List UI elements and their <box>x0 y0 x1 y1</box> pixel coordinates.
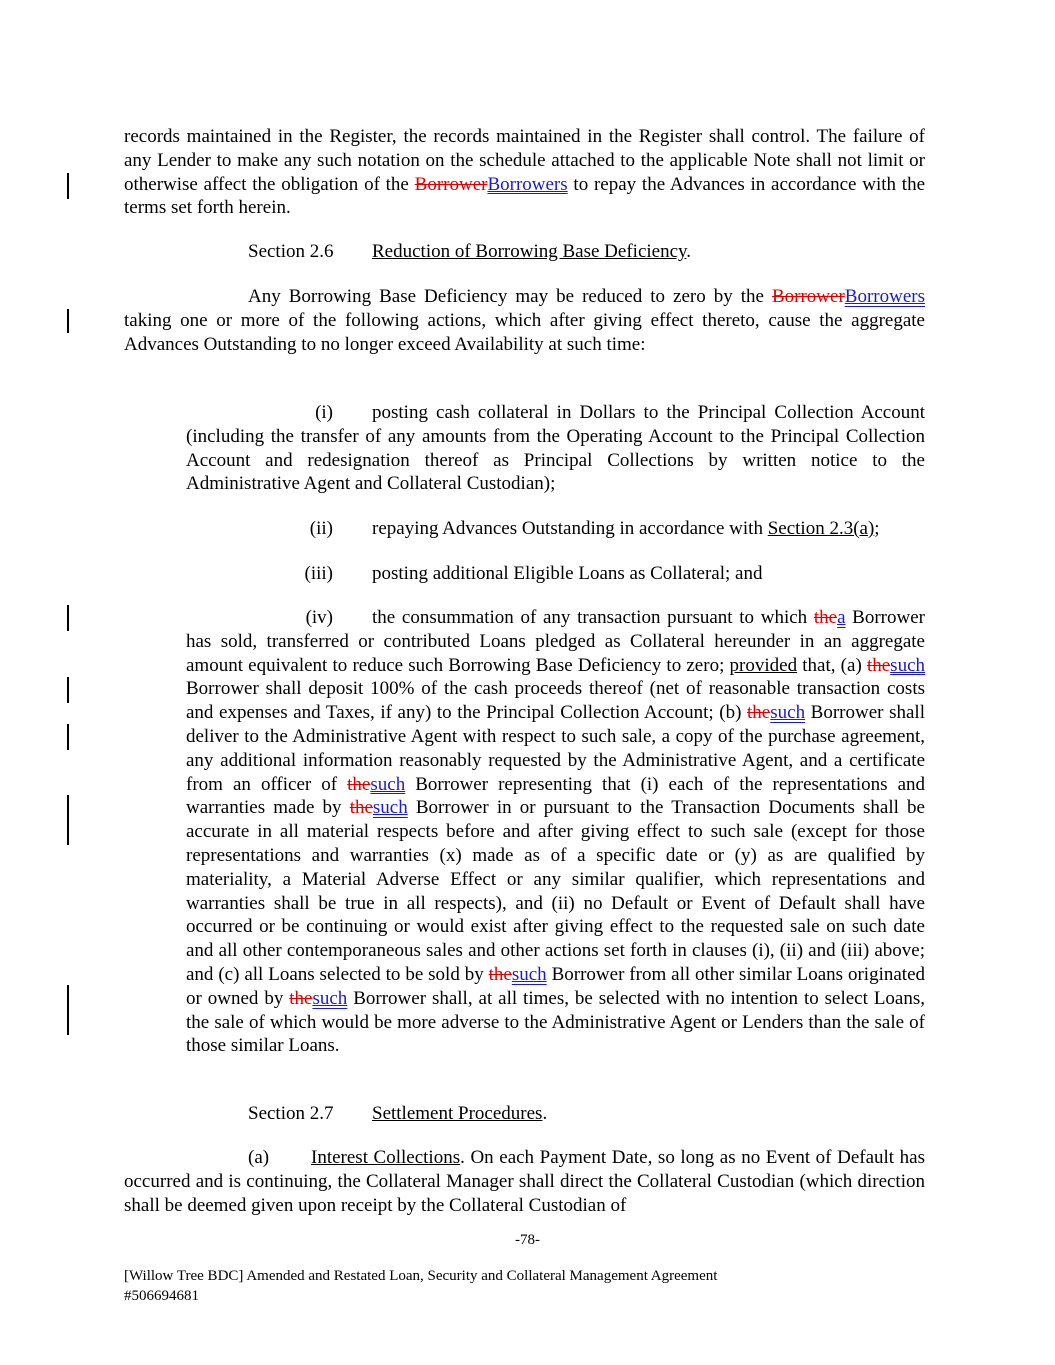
deleted-text: the <box>349 797 373 819</box>
inserted-text: such <box>770 702 806 724</box>
change-bar <box>67 724 69 750</box>
text-run: that, (a) <box>797 654 867 676</box>
underlined-term: Section 2.3(a) <box>767 518 875 539</box>
deleted-text: the <box>347 773 371 795</box>
heading-period: . <box>686 241 692 262</box>
section-title: Reduction of Borrowing Base Deficiency <box>372 241 687 262</box>
page-number: -78- <box>515 1232 540 1248</box>
item-number: (ii) <box>309 518 333 539</box>
text-run: ; <box>874 518 880 539</box>
item-number: (iv) <box>305 607 333 628</box>
text-run: Borrower shall, at all times, be selected with no intention to select Loans, the sale of which would be more adverse to the Administrative Agent or Lenders than the sale of those similar Loans. <box>186 987 925 1057</box>
text-run: posting additional Eligible Loans as Collateral; and <box>372 563 763 584</box>
change-bar <box>67 795 69 845</box>
text-run: Borrower in or pursuant to the Transaction Documents shall be accurate in all material respects before and after giving effect to such sale (except for those representations and warranties (x) made as of a specific date or (y) as are qualified by materiality, a Material Adverse Effect or any similar qualifier, which representations and warranties shall be true in all respects), and (ii) no Default or Event of Default shall have occurred or be continuing or would exist after giving effect to the requested sale on such date and all other contemporaneous sales and other actions set forth in clauses (i), (ii) and (iii) above; and (c) all Loans selected to be sold by <box>186 797 925 985</box>
deleted-text: the <box>866 654 891 676</box>
text-run: . On each Payment Date, so long as no Event of Default has occurred and is continuing, the Collateral Manager shall direct the Collateral Custodian (which direction shall be deemed given upon receipt by the Collateral Custodian of <box>124 1147 925 1216</box>
inserted-text: such <box>511 963 547 985</box>
text-run: Any Borrowing Base Deficiency may be reduced to zero by the <box>248 286 772 307</box>
document-footer <box>124 1266 717 1306</box>
change-bar <box>67 605 69 631</box>
text-run: Borrower has sold, transferred or contributed Loans pledged as Collateral hereunder in an aggregate amount equivalent to reduce such Borrowing Base Deficiency to zero; <box>186 607 925 676</box>
footer-document-id: #506694681 <box>124 1288 199 1304</box>
text-run: to repay the Advances in accordance with the terms set forth herein. <box>124 173 926 219</box>
text-run: the consummation of any transaction pursuant to which <box>372 607 814 628</box>
list-item-iv <box>186 606 925 1058</box>
underlined-term: Interest Collections <box>311 1147 461 1168</box>
deleted-text: Borrower <box>771 286 845 307</box>
deleted-text: the <box>747 702 771 724</box>
text-run: Borrower shall deliver to the Administrative Agent with respect to such sale, a copy of the purchase agreement, any additional information reasonably requested by the Administrative Agent, and a certificate from an officer of <box>186 702 925 795</box>
paragraph-interest-collections <box>124 1146 925 1217</box>
inserted-text: such <box>370 773 406 795</box>
list-item-ii <box>186 517 925 541</box>
footer-document-title: [Willow Tree BDC] Amended and Restated Loan, Security and Collateral Management Agreement <box>124 1268 718 1284</box>
section-heading-2-6 <box>124 240 925 264</box>
item-number: (i) <box>315 402 333 423</box>
change-bar <box>67 985 69 1035</box>
inserted-text: such <box>372 797 408 819</box>
inserted-text: Borrowers <box>844 286 925 307</box>
deleted-text: the <box>289 987 313 1009</box>
text-run: Borrower from all other similar Loans originated or owned by <box>186 963 926 1009</box>
inserted-text: a <box>837 607 846 628</box>
change-bar <box>67 173 69 199</box>
change-bar <box>67 309 69 333</box>
paragraph-register <box>124 125 925 220</box>
section-title: Settlement Procedures <box>372 1103 543 1124</box>
deleted-text: Borrower <box>414 173 488 195</box>
inserted-text: such <box>890 654 925 676</box>
inserted-text: Borrowers <box>487 173 568 195</box>
text-run: Borrower representing that (i) each of the representations and warranties made by <box>186 773 926 819</box>
change-bar <box>67 677 69 703</box>
item-number: (a) <box>248 1147 270 1168</box>
text-run: records maintained in the Register, the records maintained in the Register shall control. The failure of any Lender to make any such notation on the schedule attached to the applicable Note shall not limit or otherwise affect the obligation of the <box>124 126 925 195</box>
text-run: posting cash collateral in Dollars to the Principal Collection Account (including the transfer of any amounts from the Operating Account to the Principal Collection Account and redesignation thereof as Principal Collections by written notice to the Administrative Agent and Collateral Custodian); <box>186 402 925 495</box>
paragraph-deficiency <box>124 285 925 356</box>
text-run: Borrower shall deposit 100% of the cash proceeds thereof (net of reasonable transaction costs and expenses and Taxes, if any) to the Principal Collection Account; (b) <box>186 678 925 724</box>
text-run: taking one or more of the following actions, which after giving effect thereto, cause the aggregate Advances Outstanding to no longer exceed Availability at such time: <box>124 309 925 355</box>
deleted-text: the <box>813 607 838 628</box>
deleted-text: the <box>488 963 512 985</box>
text-run: repaying Advances Outstanding in accordance with <box>372 518 768 539</box>
item-number: (iii) <box>304 563 333 584</box>
list-item-iii <box>186 562 925 586</box>
underlined-term: provided <box>729 654 798 676</box>
section-heading-2-7 <box>124 1102 925 1126</box>
section-number: Section 2.7 <box>248 1103 334 1124</box>
heading-period: . <box>542 1103 548 1124</box>
list-item-i <box>186 401 925 496</box>
section-number: Section 2.6 <box>248 241 334 262</box>
inserted-text: such <box>312 987 348 1009</box>
